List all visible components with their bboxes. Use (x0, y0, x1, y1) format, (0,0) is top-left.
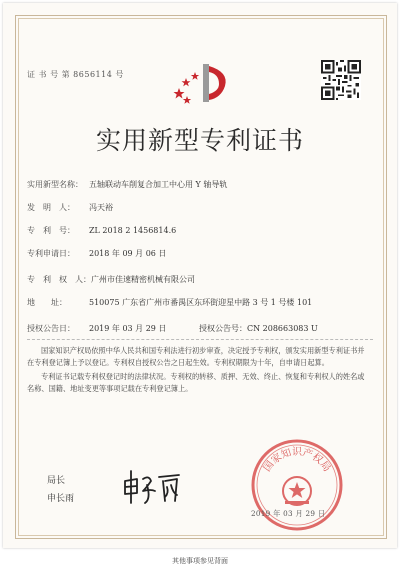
field-value: ZL 2018 2 1456814.6 (89, 226, 177, 235)
filing-date-row (27, 248, 166, 259)
official-seal-icon (247, 435, 347, 535)
patentee-row (27, 274, 195, 285)
field-label: 发 明 人： (27, 203, 75, 212)
field-value: 五轴联动车削复合加工中心用 Y 轴导轨 (89, 180, 228, 189)
address-row (27, 297, 312, 308)
seal-text: 国家知识产权局 (261, 447, 333, 474)
field-value: 510075 广东省广州市番禺区东环街迎星中路 3 号 1 号楼 101 (89, 298, 313, 307)
cnipa-emblem-icon (173, 58, 233, 108)
body-paragraph: 国家知识产权局依照中华人民共和国专利法进行初步审查，决定授予专利权，颁发实用新型专利证书并在专利登记簿上予以登记。专利权自授权公告之日起生效。专利权期限为十年，自申请日起算。 (27, 346, 365, 367)
field-label: 地 址： (27, 298, 67, 307)
field-value: CN 208663083 U (247, 324, 318, 333)
seal-date: 2019 年 03 月 29 日 (251, 509, 326, 518)
field-value: 冯天裕 (89, 203, 113, 212)
grant-announcement-number-row (199, 323, 318, 334)
page-title: 实用新型专利证书 (95, 126, 304, 155)
field-label: 授权公告号： (199, 324, 247, 333)
field-value: 广州市佳速精密机械有限公司 (91, 275, 195, 284)
field-label: 专 利 权 人： (27, 275, 91, 284)
certificate-sheet (3, 3, 397, 548)
field-label: 实用新型名称： (27, 180, 83, 189)
utility-model-name-row (27, 179, 227, 190)
field-value: 2018 年 09 月 06 日 (89, 249, 167, 258)
field-label: 授权公告日： (27, 324, 75, 333)
signer-name: 申长雨 (47, 494, 75, 504)
certificate-body-text (27, 345, 369, 397)
field-label: 专 利 号： (27, 226, 75, 235)
grant-date-row (27, 323, 166, 334)
certificate-number: 证 书 号 第 8656114 号 (27, 70, 124, 79)
divider (27, 339, 373, 340)
footer-note: 其他事项参见背面 (172, 557, 228, 565)
inventor-row (27, 202, 113, 213)
body-paragraph: 专利证书记载专利权登记时的法律状况。专利权的转移、质押、无效、终止、恢复和专利权人的姓名或名称、国籍、地址变更等事项记载在专利登记簿上。 (27, 372, 365, 393)
field-label: 专利申请日： (27, 249, 75, 258)
signer-title: 局长 (47, 476, 66, 486)
handwritten-signature (121, 467, 183, 507)
qr-code-icon (321, 60, 361, 100)
patent-number-row (27, 225, 176, 236)
field-value: 2019 年 03 月 29 日 (89, 324, 167, 333)
